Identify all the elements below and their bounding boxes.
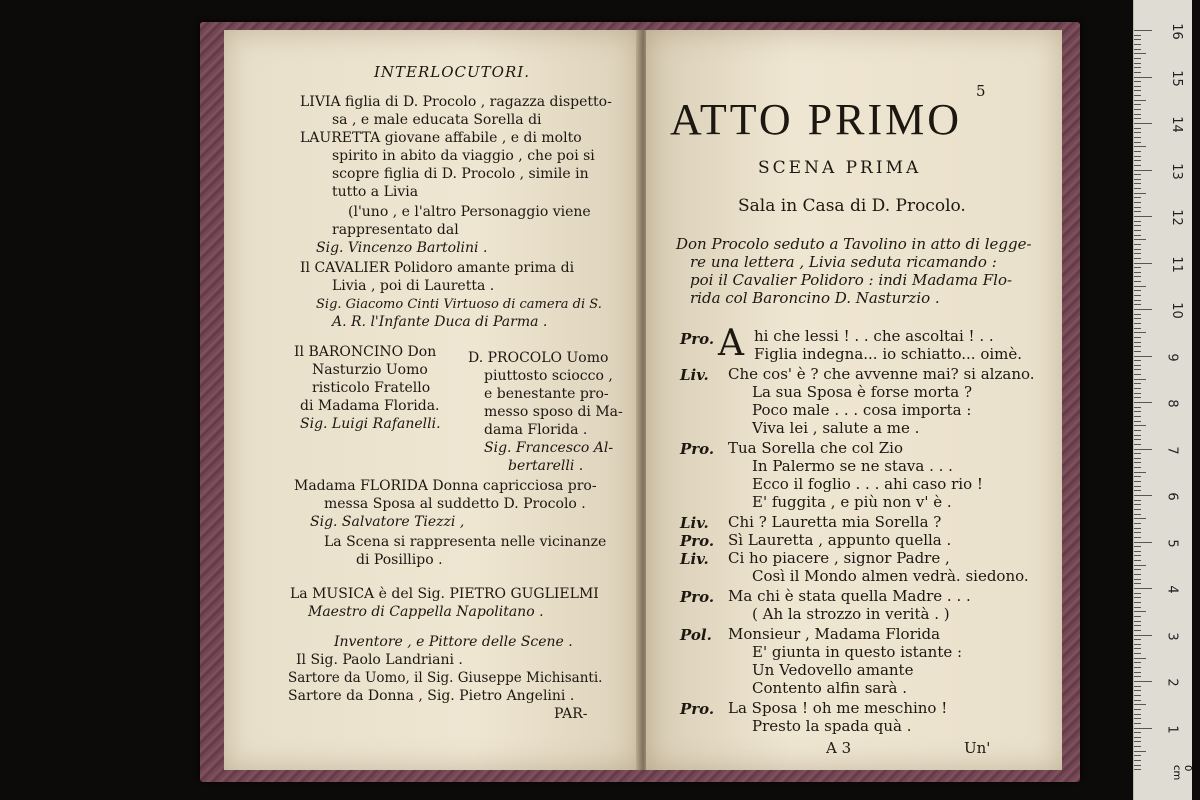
ruler-tick <box>1134 537 1141 538</box>
ruler-tick <box>1134 407 1141 408</box>
ruler-tick <box>1134 435 1141 436</box>
text-line: D. PROCOLO Uomo <box>468 350 609 366</box>
performer-line: Sig. Vincenzo Bartolini . <box>316 240 488 256</box>
verse-line: E' fuggita , e più non v' è . <box>752 493 952 511</box>
text-line: LAURETTA giovane affabile , e di molto <box>300 130 582 146</box>
page-heading: INTERLOCUTORI. <box>374 63 530 81</box>
ruler-tick <box>1134 179 1141 180</box>
ruler-tick <box>1134 741 1141 742</box>
ruler-tick <box>1134 369 1141 370</box>
ruler-number: 5 <box>1164 538 1180 548</box>
ruler-tick <box>1134 551 1141 552</box>
ruler-tick <box>1134 95 1141 96</box>
speaker-label: Liv. <box>680 514 709 532</box>
ruler-tick <box>1134 593 1141 594</box>
ruler-tick <box>1134 467 1141 468</box>
text-line: Nasturzio Uomo <box>312 362 428 378</box>
ruler-tick <box>1134 686 1141 687</box>
text-line: e benestante pro- <box>484 386 609 402</box>
speaker-label: Pro. <box>680 330 715 348</box>
ruler-tick <box>1134 67 1141 68</box>
ruler-tick <box>1134 518 1146 519</box>
verse-line: Contento alfin sarà . <box>752 679 908 697</box>
ruler-tick <box>1134 356 1152 357</box>
ruler-tick <box>1134 588 1152 589</box>
ruler-tick <box>1134 621 1141 622</box>
ruler-tick <box>1134 39 1141 40</box>
ruler-tick <box>1134 114 1141 115</box>
speaker-label: Pro. <box>680 588 715 606</box>
verse-line: Ecco il foglio . . . ahi caso rio ! <box>752 475 983 493</box>
ruler-tick <box>1134 462 1141 463</box>
ruler-tick <box>1134 723 1141 724</box>
ruler-tick <box>1134 704 1146 705</box>
ruler-tick <box>1134 351 1141 352</box>
text-line: di Posillipo . <box>356 552 443 568</box>
text-line: messo sposo di Ma- <box>484 404 623 420</box>
ruler-tick <box>1134 118 1141 119</box>
text-line: Livia , poi di Lauretta . <box>332 278 495 294</box>
verse-line: Poco male . . . cosa importa : <box>752 401 972 419</box>
ruler-tick <box>1134 755 1141 756</box>
ruler-tick <box>1134 142 1141 143</box>
ruler-number: 15 <box>1168 69 1184 87</box>
ruler-tick <box>1134 542 1152 543</box>
ruler-tick <box>1134 137 1141 138</box>
ruler-tick <box>1134 514 1141 515</box>
ruler-number: 2 <box>1164 678 1180 687</box>
performer-line: A. R. l'Infante Duca di Parma . <box>332 314 548 330</box>
verse-line: Monsieur , Madama Florida <box>728 625 941 643</box>
ruler-number: 10 <box>1168 302 1184 319</box>
ruler-tick <box>1134 425 1146 426</box>
ruler-number: 1 <box>1164 724 1180 734</box>
text-line: Madama FLORIDA Donna capricciosa pro- <box>294 478 597 494</box>
ruler-number: 14 <box>1168 116 1184 133</box>
ruler-tick <box>1134 202 1141 203</box>
ruler-tick <box>1134 225 1141 226</box>
ruler-tick <box>1134 439 1141 440</box>
speaker-label: Pol. <box>680 626 712 644</box>
ruler-tick <box>1134 509 1141 510</box>
ruler-tick <box>1134 635 1152 636</box>
text-line: Il CAVALIER Polidoro amante prima di <box>300 260 575 276</box>
ruler-tick <box>1134 597 1141 598</box>
ruler-tick <box>1134 625 1141 626</box>
ruler-tick <box>1134 607 1141 608</box>
text-line: LIVIA figlia di D. Procolo , ragazza dispetto- <box>300 94 612 110</box>
ruler-tick <box>1134 300 1141 301</box>
ruler-tick <box>1134 639 1141 640</box>
ruler-number: 11 <box>1168 255 1184 273</box>
verse-line: Tua Sorella che col Zio <box>728 439 903 457</box>
ruler-tick <box>1134 565 1146 566</box>
ruler-tick <box>1134 72 1141 73</box>
verse-line: E' giunta in questo istante : <box>752 643 963 661</box>
ruler-tick <box>1134 411 1141 412</box>
ruler-tick <box>1134 555 1141 556</box>
ruler-tick <box>1134 104 1141 105</box>
ruler-tick <box>1134 337 1141 338</box>
ruler-tick <box>1134 453 1141 454</box>
verse-line: Sì Lauretta , appunto quella . <box>728 531 952 549</box>
ruler-tick <box>1134 672 1141 673</box>
ruler-tick <box>1134 221 1141 222</box>
ruler-tick <box>1134 77 1152 78</box>
ruler-tick <box>1134 53 1146 54</box>
ruler-tick <box>1134 183 1141 184</box>
ruler-tick <box>1134 365 1141 366</box>
verse-line: hi che lessi ! . . che ascoltai ! . . <box>754 327 994 345</box>
ruler-tick <box>1134 267 1141 268</box>
text-line: tutto a Livia <box>332 184 419 200</box>
ruler-tick <box>1134 132 1141 133</box>
text-line: Il BARONCINO Don <box>294 344 437 360</box>
ruler-tick <box>1134 449 1152 450</box>
verse-line: La Sposa ! oh me meschino ! <box>728 699 948 717</box>
ruler-tick <box>1134 253 1141 254</box>
ruler-tick <box>1134 630 1141 631</box>
speaker-label: Pro. <box>680 700 715 718</box>
speaker-label: Liv. <box>680 366 709 384</box>
performer-line: Sig. Francesco Al- <box>484 440 614 456</box>
ruler-tick <box>1134 35 1141 36</box>
ruler-tick <box>1134 481 1141 482</box>
ruler-tick <box>1134 342 1141 343</box>
ruler-tick <box>1134 30 1152 31</box>
ruler-tick <box>1134 583 1141 584</box>
verse-line: Presto la spada quà . <box>752 717 912 735</box>
ruler-number: 3 <box>1164 631 1180 641</box>
performer-line: Sig. Salvatore Tiezzi , <box>310 514 465 530</box>
ruler-tick <box>1134 676 1141 677</box>
ruler-tick <box>1134 416 1141 417</box>
ruler-number: 13 <box>1168 162 1184 180</box>
ruler-tick <box>1134 244 1141 245</box>
ruler-tick <box>1134 193 1146 194</box>
ruler-tick <box>1134 290 1141 291</box>
speaker-label: Pro. <box>680 532 715 550</box>
text-line: sa , e male educata Sorella di <box>332 112 542 128</box>
right-page <box>646 30 1062 770</box>
ruler-tick <box>1134 207 1141 208</box>
ruler-unit: 0 cm <box>1171 765 1193 781</box>
verse-line: Viva lei , salute a me . <box>752 419 920 437</box>
ruler-tick <box>1134 569 1141 570</box>
ruler-tick <box>1134 751 1146 752</box>
ruler-tick <box>1134 304 1141 305</box>
ruler-number: 8 <box>1164 399 1180 408</box>
ruler-tick <box>1134 211 1141 212</box>
ruler-tick <box>1134 128 1141 129</box>
ruler-tick <box>1134 397 1141 398</box>
ruler-tick <box>1134 281 1141 282</box>
text-line: Inventore , e Pittore delle Scene . <box>334 634 573 650</box>
ruler-tick <box>1134 146 1146 147</box>
ruler-tick <box>1134 490 1141 491</box>
verse-line: Chi ? Lauretta mia Sorella ? <box>728 513 942 531</box>
ruler-number: 12 <box>1168 209 1184 226</box>
scene-title: SCENA PRIMA <box>758 158 922 178</box>
ruler-tick <box>1134 100 1146 101</box>
ruler-number: 4 <box>1164 585 1180 594</box>
ruler-tick <box>1134 272 1141 273</box>
ruler-tick <box>1134 728 1152 729</box>
ruler-tick <box>1134 174 1141 175</box>
ruler-tick <box>1134 681 1152 682</box>
ruler-tick <box>1134 616 1141 617</box>
ruler-tick <box>1134 667 1141 668</box>
ruler-tick <box>1134 458 1141 459</box>
ruler-tick <box>1134 644 1141 645</box>
ruler-tick <box>1134 737 1141 738</box>
text-line: Il Sig. Paolo Landriani . <box>296 652 463 668</box>
ruler-tick <box>1134 709 1141 710</box>
ruler-tick <box>1134 276 1141 277</box>
ruler-tick <box>1134 332 1146 333</box>
ruler-tick <box>1134 235 1141 236</box>
ruler-tick <box>1134 328 1141 329</box>
ruler-tick <box>1134 746 1141 747</box>
ruler-tick <box>1134 495 1152 496</box>
ruler-tick <box>1134 574 1141 575</box>
verse-line: Un Vedovello amante <box>752 661 914 679</box>
act-title: ATTO PRIMO <box>670 95 963 144</box>
performer-line: Sig. Luigi Rafanelli. <box>300 416 441 432</box>
ruler-tick <box>1134 170 1152 171</box>
ruler-tick <box>1134 360 1141 361</box>
ruler-tick <box>1134 602 1141 603</box>
text-line: La Scena si rappresenta nelle vicinanze <box>324 534 607 550</box>
ruler-tick <box>1134 63 1141 64</box>
ruler-tick <box>1134 523 1141 524</box>
ruler-tick <box>1134 500 1141 501</box>
ruler-tick <box>1134 165 1141 166</box>
ruler-tick <box>1134 472 1146 473</box>
ruler-tick <box>1134 486 1141 487</box>
verse-line: Figlia indegna... io schiatto... oimè. <box>754 345 1023 363</box>
ruler-tick <box>1134 374 1141 375</box>
ruler-tick <box>1134 346 1141 347</box>
ruler-tick <box>1134 216 1152 217</box>
ruler-tick <box>1134 648 1141 649</box>
stage-direction: re una lettera , Livia seduta ricamando : <box>690 253 997 271</box>
ruler-tick <box>1134 90 1141 91</box>
ruler-tick <box>1134 690 1141 691</box>
stage-direction: Don Procolo seduto a Tavolino in atto di legge- <box>676 235 1032 253</box>
catchword: PAR- <box>554 706 588 722</box>
ruler-tick <box>1134 160 1141 161</box>
text-line: Sartore da Uomo, il Sig. Giuseppe Michisanti. <box>288 670 603 686</box>
text-line: Maestro di Cappella Napolitano . <box>308 604 544 620</box>
ruler-tick <box>1134 765 1141 766</box>
ruler-tick <box>1134 379 1146 380</box>
ruler-number: 9 <box>1164 352 1180 362</box>
text-line: rappresentato dal <box>332 222 459 238</box>
ruler-tick <box>1134 528 1141 529</box>
measuring-ruler <box>1133 0 1192 800</box>
performer-line: Sig. Giacomo Cinti Virtuoso di camera di S. <box>316 297 602 312</box>
verse-line: ( Ah la strozzo in verità . ) <box>752 605 950 623</box>
ruler-tick <box>1134 44 1141 45</box>
ruler-tick <box>1134 188 1141 189</box>
ruler-tick <box>1134 239 1146 240</box>
ruler-tick <box>1134 197 1141 198</box>
stage-direction: poi il Cavalier Polidoro : indi Madama Flo- <box>690 271 1013 289</box>
ruler-tick <box>1134 249 1141 250</box>
stage-direction: rida col Baroncino D. Nasturzio . <box>690 289 940 307</box>
text-line: dama Florida . <box>484 422 588 438</box>
verse-line: Ma chi è stata quella Madre . . . <box>728 587 971 605</box>
ruler-tick <box>1134 81 1141 82</box>
text-line: Sartore da Donna , Sig. Pietro Angelini . <box>288 688 575 704</box>
ruler-tick <box>1134 86 1141 87</box>
ruler-tick <box>1134 49 1141 50</box>
ruler-tick <box>1134 318 1141 319</box>
ruler-tick <box>1134 430 1141 431</box>
ruler-tick <box>1134 58 1141 59</box>
text-line: scopre figlia di D. Procolo , simile in <box>332 166 589 182</box>
text-line: risticolo Fratello <box>312 380 431 396</box>
text-line: spirito in abito da viaggio , che poi si <box>332 148 595 164</box>
ruler-tick <box>1134 658 1146 659</box>
performer-line: bertarelli . <box>508 458 584 474</box>
ruler-tick <box>1134 263 1152 264</box>
ruler-tick <box>1134 393 1141 394</box>
ruler-tick <box>1134 230 1141 231</box>
ruler-number: 6 <box>1164 492 1180 501</box>
text-line: (l'uno , e l'altro Personaggio viene <box>348 204 591 220</box>
ruler-tick <box>1134 546 1141 547</box>
ruler-tick <box>1134 532 1141 533</box>
ruler-tick <box>1134 286 1146 287</box>
text-line: messa Sposa al suddetto D. Procolo . <box>324 496 586 512</box>
verse-line: Così il Mondo almen vedrà. siedono. <box>752 567 1029 585</box>
ruler-tick <box>1134 421 1141 422</box>
ruler-tick <box>1134 156 1141 157</box>
drop-cap: A <box>718 323 744 364</box>
ruler-tick <box>1134 388 1141 389</box>
ruler-tick <box>1134 760 1141 761</box>
ruler-tick <box>1134 611 1146 612</box>
speaker-label: Pro. <box>680 440 715 458</box>
ruler-tick <box>1134 123 1152 124</box>
ruler-tick <box>1134 323 1141 324</box>
text-line: di Madama Florida. <box>300 398 440 414</box>
ruler-tick <box>1134 383 1141 384</box>
ruler-tick <box>1134 309 1152 310</box>
page-number: 5 <box>976 82 986 100</box>
signature-mark: A 3 <box>826 739 852 757</box>
verse-line: Che cos' è ? che avvenne mai? si alzano. <box>728 365 1035 383</box>
text-line: piuttosto sciocco , <box>484 368 613 384</box>
ruler-tick <box>1134 504 1141 505</box>
ruler-tick <box>1134 109 1141 110</box>
ruler-tick <box>1134 695 1141 696</box>
ruler-tick <box>1134 151 1141 152</box>
ruler-tick <box>1134 769 1141 770</box>
ruler-tick <box>1134 579 1141 580</box>
ruler-tick <box>1134 653 1141 654</box>
scene-setting: Sala in Casa di D. Procolo. <box>738 196 966 216</box>
ruler-number: 16 <box>1168 23 1184 40</box>
verse-line: In Palermo se ne stava . . . <box>752 457 953 475</box>
ruler-tick <box>1134 560 1141 561</box>
ruler-tick <box>1134 700 1141 701</box>
ruler-tick <box>1134 295 1141 296</box>
verse-line: La sua Sposa è forse morta ? <box>752 383 973 401</box>
ruler-tick <box>1134 714 1141 715</box>
ruler-tick <box>1134 444 1141 445</box>
ruler-tick <box>1134 402 1152 403</box>
ruler-tick <box>1134 732 1141 733</box>
speaker-label: Liv. <box>680 550 709 568</box>
ruler-tick <box>1134 314 1141 315</box>
ruler-tick <box>1134 662 1141 663</box>
ruler-tick <box>1134 718 1141 719</box>
ruler-tick <box>1134 476 1141 477</box>
catchword: Un' <box>964 739 991 757</box>
ruler-number: 7 <box>1164 445 1180 455</box>
ruler-tick <box>1134 258 1141 259</box>
verse-line: Ci ho piacere , signor Padre , <box>728 549 950 567</box>
left-page <box>224 30 640 770</box>
text-line: La MUSICA è del Sig. PIETRO GUGLIELMI <box>290 586 599 602</box>
